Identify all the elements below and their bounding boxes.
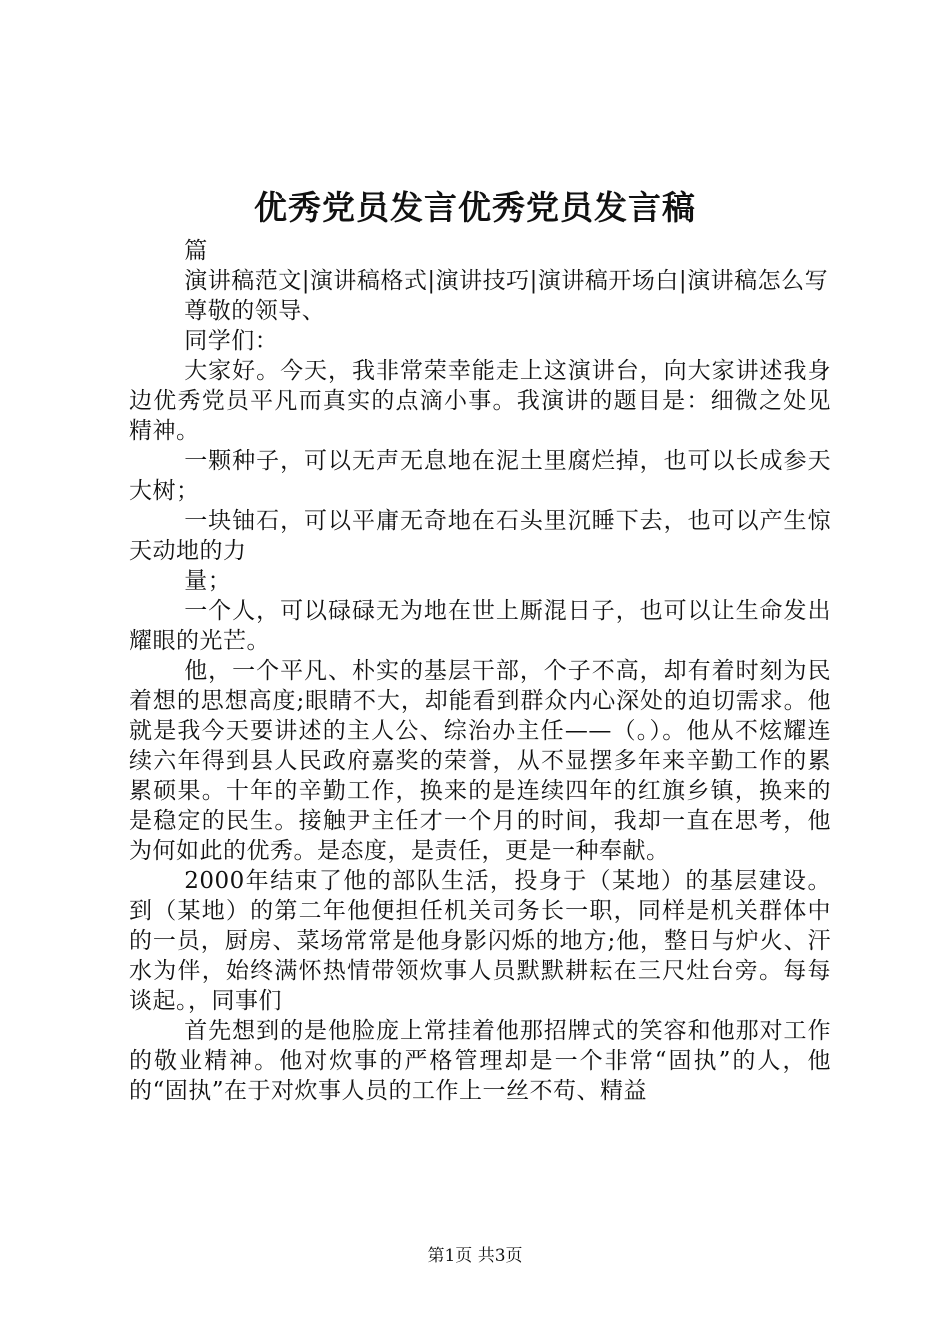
document-body (129, 236, 831, 1106)
paragraph: 一颗种子，可以无声无息地在泥土里腐烂掉，也可以长成参天大树； (129, 448, 831, 504)
paragraph: 尊敬的领导、 (184, 298, 326, 324)
paragraph: 一块铀石，可以平庸无奇地在石头里沉睡下去，也可以产生惊天动地的力 (129, 508, 831, 564)
paragraph: 2000年结束了他的部队生活，投身于（某地）的基层建设。到（某地）的第二年他便担任机关司务长一职，同样是机关群体中的一员，厨房、菜场常常是他身影闪烁的地方;他，整日与炉火、汗水为伴，始终满怀热情带领炊事人员默默耕耘在三尺灶台旁。每每谈起。，同事们 (129, 868, 831, 1014)
paragraph: 篇 (184, 238, 208, 264)
paragraph: 演讲稿范文|演讲稿格式|演讲技巧|演讲稿开场白|演讲稿怎么写 (184, 268, 829, 294)
paragraph: 同学们： (184, 328, 279, 354)
paragraph: 首先想到的是他脸庞上常挂着他那招牌式的笑容和他那对工作的敬业精神。他对炊事的严格管理却是一个非常“固执”的人，他的“固执”在于对炊事人员的工作上一丝不苟、精益 (129, 1018, 831, 1104)
paragraph: 一个人，可以碌碌无为地在世上厮混日子，也可以让生命发出耀眼的光芒。 (129, 598, 831, 654)
paragraph: 他，一个平凡、朴实的基层干部，个子不高，却有着时刻为民着想的思想高度;眼睛不大，却能看到群众内心深处的迫切需求。他就是我今天要讲述的主人公、综治办主任——（。）。他从不炫耀连续六年得到县人民政府嘉奖的荣誉，从不显摆多年来辛勤工作的累累硕果。十年的辛勤工作，换来的是连续四年的红旗乡镇，换来的是稳定的民生。接触尹主任才一个月的时间，我却一直在思考，他为何如此的优秀。是态度，是责任，更是一种奉献。 (129, 658, 831, 864)
paragraph: 量； (184, 568, 232, 594)
page-footer: 第1页 共3页 (427, 1246, 523, 1266)
paragraph: 大家好。今天，我非常荣幸能走上这演讲台，向大家讲述我身边优秀党员平凡而真实的点滴小事。我演讲的题目是：细微之处见精神。 (129, 358, 831, 444)
document-title: 优秀党员发言优秀党员发言稿 (254, 188, 696, 227)
